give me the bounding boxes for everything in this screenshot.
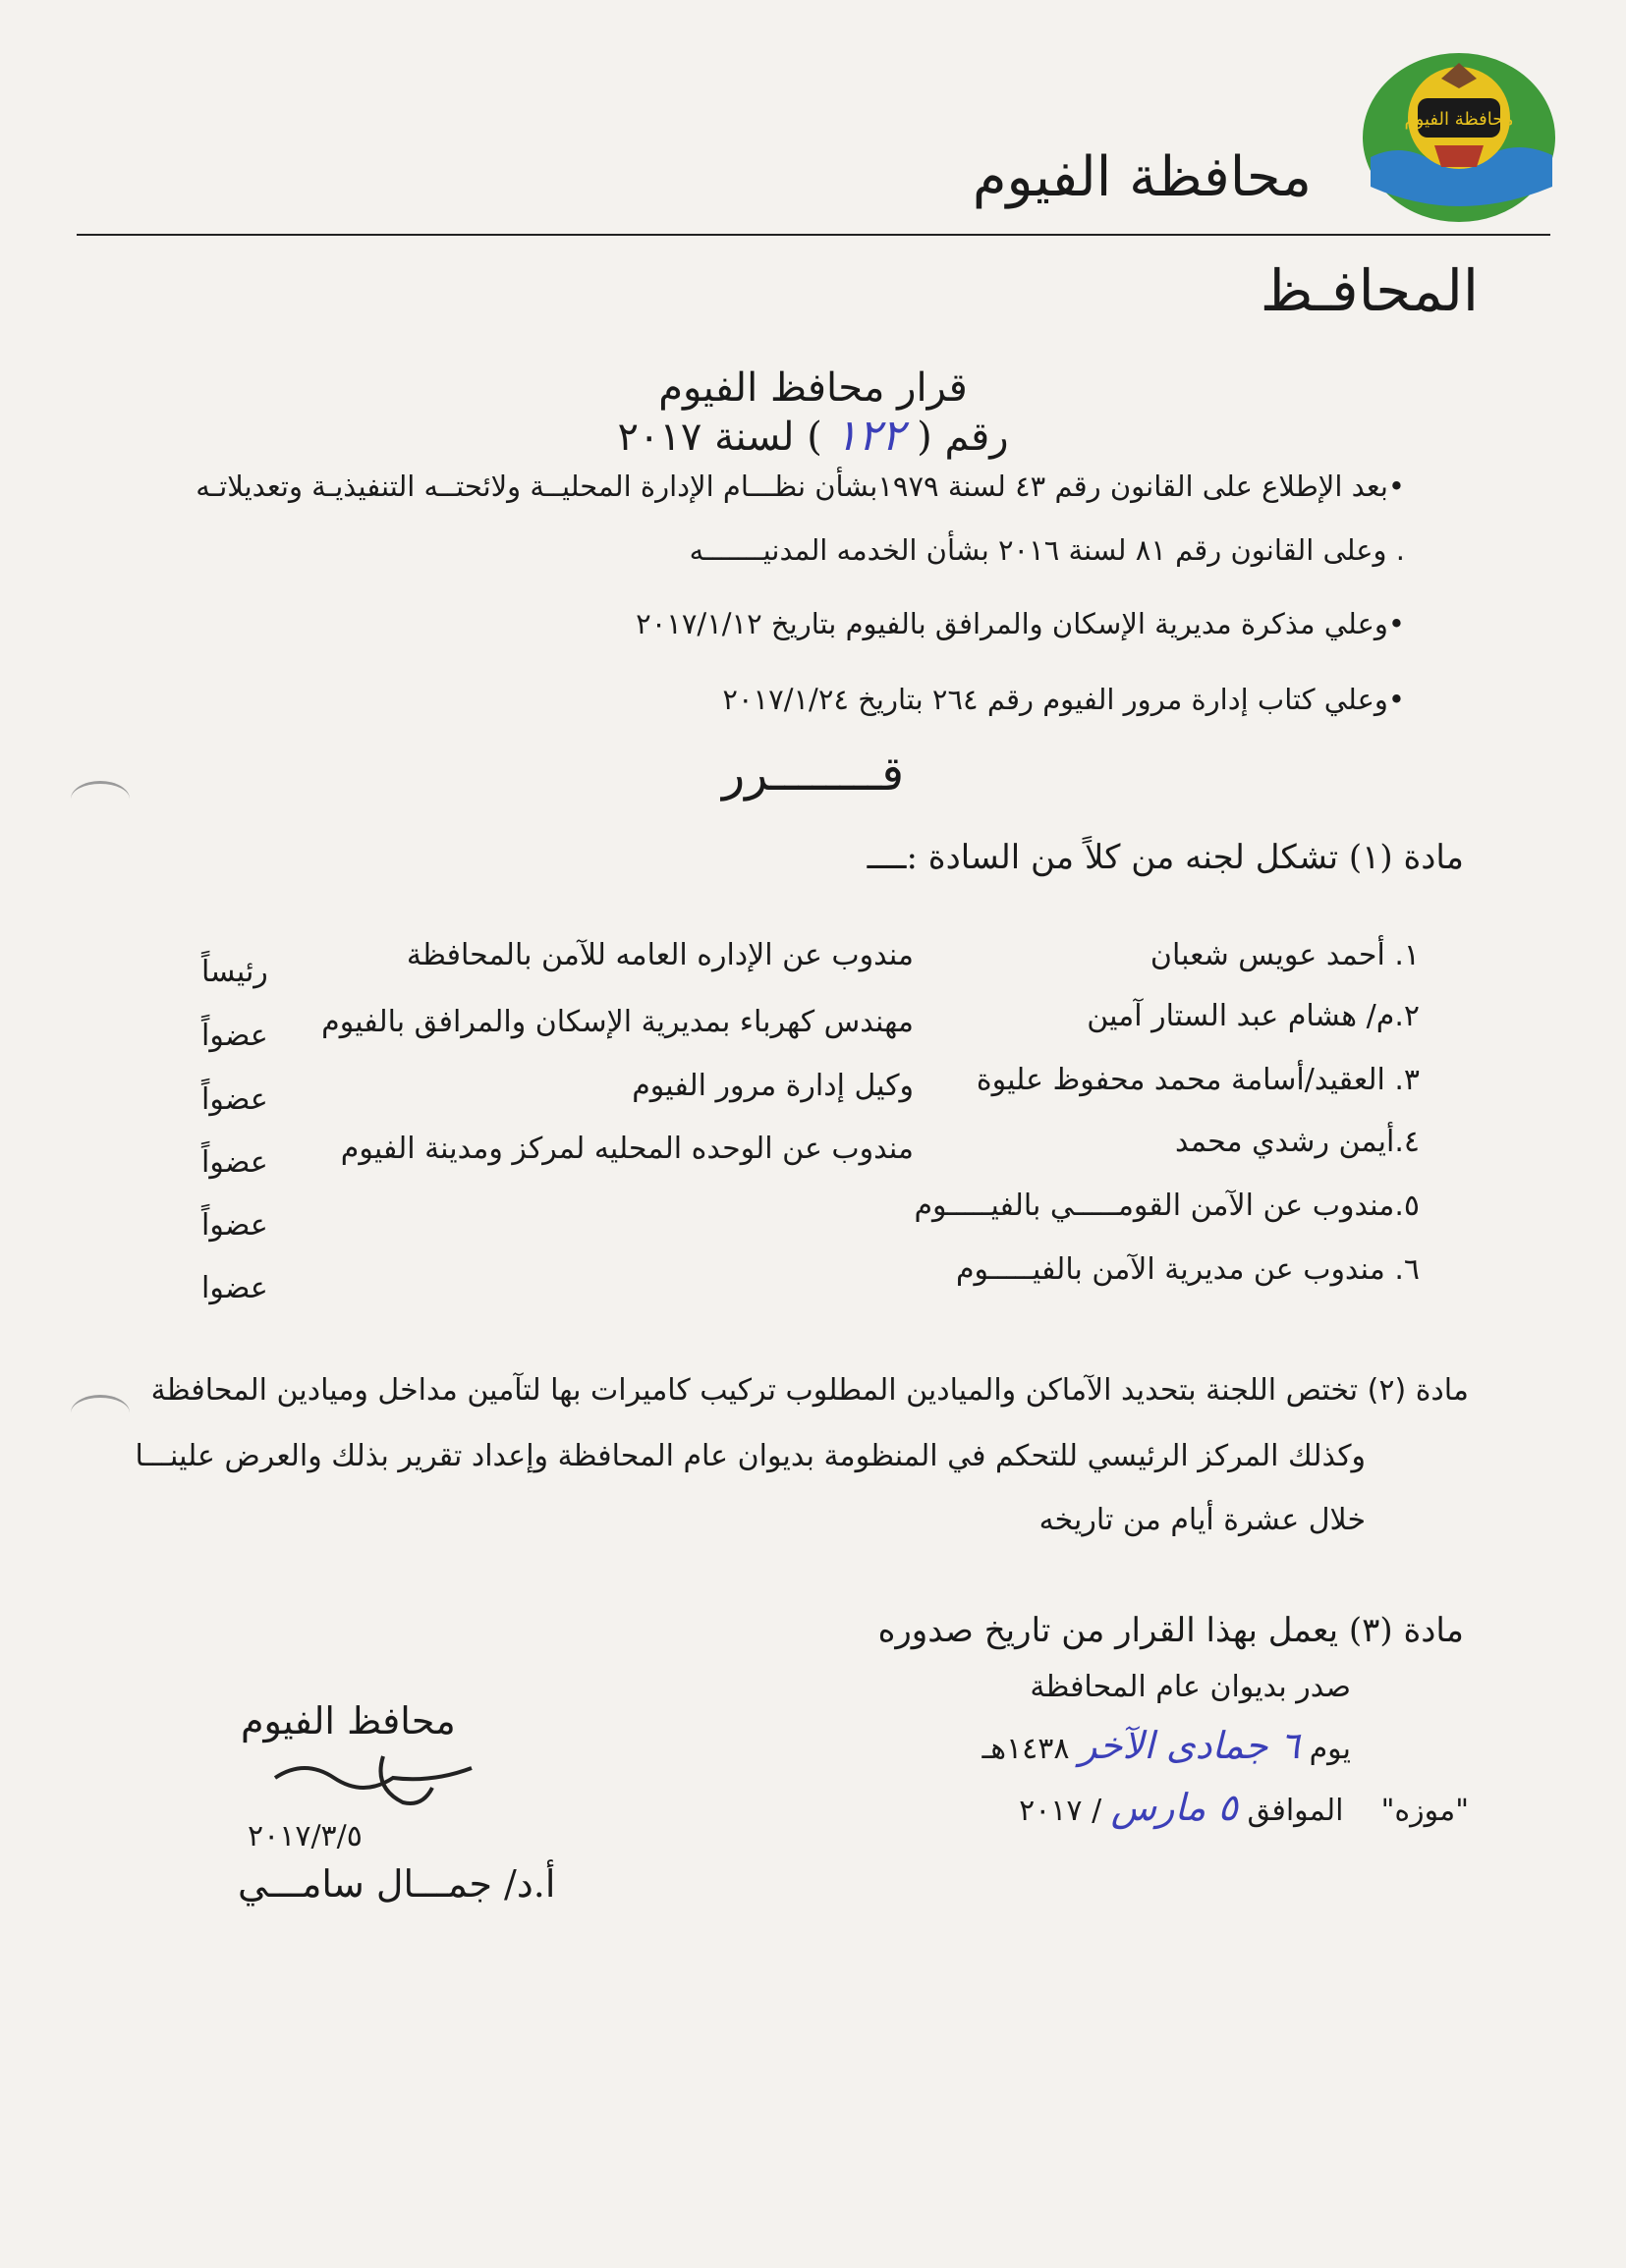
article-2-line-1: مادة (٢) تختص اللجنة بتحديد الآماكن والميادين المطلوب تركيب كاميرات بها لتآمين مداخل وميادين المحافظة [150,1373,1469,1408]
hijri-date [981,1724,1351,1767]
member-4-position: عضواً [201,1145,268,1180]
member-5-position: عضواً [201,1208,268,1243]
decree-title: قرار محافظ الفيوم [658,365,968,411]
punch-hole-top [71,781,130,817]
member-3-role: وكيل إدارة مرور الفيوم [632,1069,914,1103]
hijri-handwritten: ٦ جمادى الآخر [1079,1724,1301,1767]
preamble-line-1: •بعد الإطلاع على القانون رقم ٤٣ لسنة ١٩٧٩بشأن نظـــام الإدارة المحليــة ولائحتــه التنفيذيـة وتعديلاتـه [196,470,1405,503]
issued-at: صدر بديوان عام المحافظة [1030,1670,1351,1704]
punch-hole-bottom [71,1395,130,1431]
member-2-position: عضواً [201,1019,268,1053]
signatory-name: أ.د/ جمـــال سامـــي [238,1862,556,1906]
member-6-position: عضوا [201,1271,268,1305]
gregorian-handwritten: ٥ مارس [1110,1786,1238,1829]
member-3-name: ٣. العقيد/أسامة محمد محفوظ عليوة [976,1063,1420,1097]
hijri-year: ١٤٣٨هـ [981,1732,1070,1766]
decree-number [0,411,1626,461]
signature-title: محافظ الفيوم [241,1699,456,1742]
decree-number-handwritten: ١٢٢ [834,411,905,461]
handwritten-signature [236,1748,491,1827]
gregorian-label: الموافق [1247,1794,1344,1828]
preamble-line-4: •وعلي كتاب إدارة مرور الفيوم رقم ٢٦٤ بتاريخ ٢٠١٧/١/٢٤ [722,683,1405,716]
decided-heading: قــــــــرر [721,747,905,802]
member-1-name: ١. أحمد عويس شعبان [1149,938,1420,972]
governorate-logo [1361,49,1557,226]
office-title: المحافـظ [1260,257,1479,324]
organization-name: محافظة الفيوم [972,145,1312,209]
article-2-line-2: وكذلك المركز الرئيسي للتحكم في المنظومة بديوان عام المحافظة وإعداد تقرير بذلك والعرض علينـــا [135,1439,1366,1473]
decree-number-prefix: رقم ( [917,415,1009,460]
gregorian-year: / ٢٠١٧ [1019,1794,1102,1828]
member-6-name: ٦. مندوب عن مديرية الآمن بالفيـــــوم [955,1252,1420,1287]
preamble-line-3: •وعلي مذكرة مديرية الإسكان والمرافق بالفيوم بتاريخ ٢٠١٧/١/١٢ [636,607,1405,640]
decree-number-suffix: ) لسنة ٢٠١٧ [617,415,822,460]
signature-date: ٢٠١٧/٣/٥ [248,1819,363,1853]
member-3-position: عضواً [201,1082,268,1117]
preamble-line-2: . وعلى القانون رقم ٨١ لسنة ٢٠١٦ بشأن الخدمه المدنيـــــــه [689,533,1405,567]
article-3-heading: مادة (٣) يعمل بهذا القرار من تاريخ صدوره [877,1611,1464,1650]
hijri-label: يوم [1309,1732,1351,1766]
gregorian-date [1019,1786,1469,1829]
article-2-line-3: خلال عشرة أيام من تاريخه [1038,1503,1366,1537]
member-2-name: ٢.م/ هشام عبد الستار آمين [1087,999,1420,1033]
member-1-role: مندوب عن الإداره العامه للآمن بالمحافظة [406,938,914,972]
header-divider [77,234,1550,236]
member-4-role: مندوب عن الوحده المحليه لمركز ومدينة الفيوم [340,1132,914,1166]
article-1-heading: مادة (١) تشكل لجنه من كلاً من السادة :ــــ [867,838,1464,877]
member-2-role: مهندس كهرباء بمديرية الإسكان والمرافق بالفيوم [321,1005,914,1039]
logo-text: محافظة الفيوم [1404,109,1514,130]
member-4-name: ٤.أيمن رشدي محمد [1175,1125,1420,1159]
gregorian-quote: "موزه" [1380,1794,1469,1828]
member-1-position: رئيساً [201,955,268,989]
member-5-name: ٥.مندوب عن الآمن القومـــــي بالفيـــــوم [914,1189,1420,1223]
